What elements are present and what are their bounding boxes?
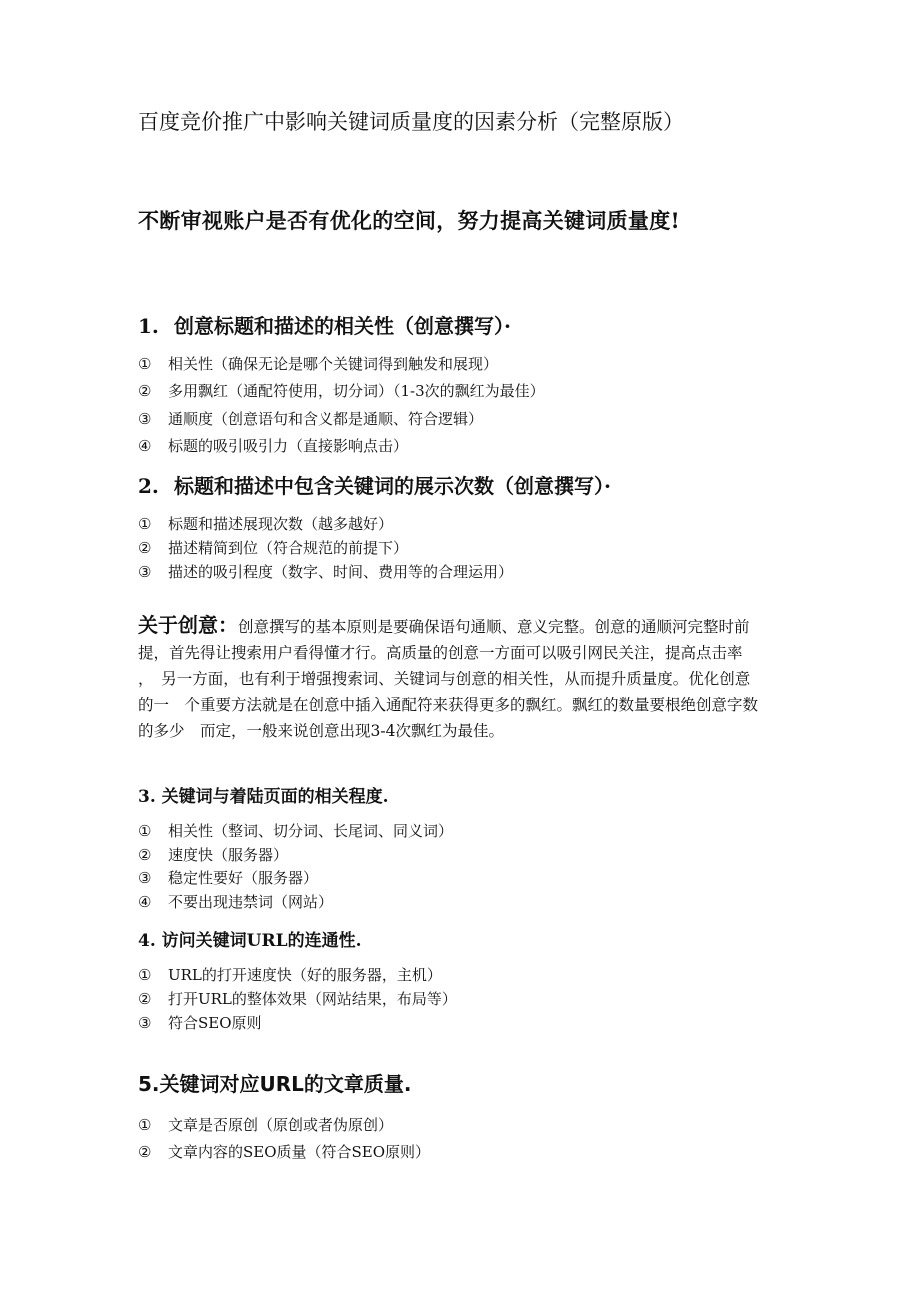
paragraph-line: ， 另一方面，也有利于增强搜索词、关键词与创意的相关性，从而提升质量度。优化创意 (138, 670, 751, 688)
list-item-text: 稳定性要好（服务器） (168, 869, 319, 887)
list-item-text: 相关性（确保无论是哪个关键词得到触发和展现） (168, 355, 499, 373)
list-item (138, 1141, 430, 1162)
list-item (138, 537, 408, 558)
paragraph-line (138, 612, 798, 640)
list-item (138, 844, 288, 865)
list-item-text: 速度快（服务器） (168, 846, 289, 864)
list-marker: ③ (138, 563, 152, 581)
list-marker: ③ (138, 410, 152, 428)
list-item (138, 1114, 393, 1135)
list-marker: ① (138, 966, 152, 984)
section-2-number: 2. (138, 474, 159, 498)
section-2-heading-text: 标题和描述中包含关键词的展示次数（创意撰写）· (174, 474, 611, 498)
paragraph-line: 的多少 而定，一般来说创意出现3-4次飘红为最佳。 (138, 722, 504, 740)
list-item (138, 561, 513, 582)
list-item-text: URL的打开速度快（好的服务器，主机） (168, 966, 442, 984)
list-item-text: 文章内容的SEO质量（符合SEO原则） (168, 1143, 431, 1161)
list-marker: ② (138, 846, 152, 864)
document-title: 百度竞价推广中影响关键词质量度的因素分析（完整原版） (138, 110, 684, 134)
list-item-text: 描述精简到位（符合规范的前提下） (168, 539, 409, 557)
section-4-heading: 4. 访问关键词URL的连通性. (138, 931, 362, 951)
list-marker: ② (138, 382, 152, 400)
list-item (138, 891, 333, 912)
about-creative-lead: 关于创意： (138, 613, 238, 637)
section-1-number: 1. (138, 314, 159, 338)
section-3-heading: 3. 关键词与着陆页面的相关程度. (138, 787, 389, 807)
section-2-heading (138, 470, 611, 499)
list-item (138, 820, 453, 841)
list-item-text: 不要出现违禁词（网站） (168, 893, 334, 911)
list-marker: ② (138, 1143, 152, 1161)
list-item-text: 描述的吸引程度（数字、时间、费用等的合理运用） (168, 563, 514, 581)
list-marker: ④ (138, 893, 152, 911)
list-item (138, 867, 318, 888)
list-item-text: 通顺度（创意语句和含义都是通顺、符合逻辑） (168, 410, 484, 428)
list-item-text: 标题的吸引吸引力（直接影响点击） (168, 437, 409, 455)
list-marker: ④ (138, 437, 152, 455)
section-5-heading: 5.关键词对应URL的文章质量. (138, 1072, 412, 1096)
list-marker: ③ (138, 869, 152, 887)
list-item-text: 相关性（整词、切分词、长尾词、同义词） (168, 822, 454, 840)
list-item (138, 353, 498, 374)
list-marker: ② (138, 990, 152, 1008)
list-marker: ① (138, 515, 152, 533)
list-item-text: 文章是否原创（原创或者伪原创） (168, 1116, 394, 1134)
list-item (138, 988, 457, 1009)
section-1-heading-text: 创意标题和描述的相关性（创意撰写）· (174, 314, 511, 338)
section-1-heading (138, 310, 511, 339)
list-marker: ① (138, 355, 152, 373)
list-item (138, 408, 483, 429)
list-marker: ① (138, 1116, 152, 1134)
list-item (138, 435, 408, 456)
list-item-text: 符合SEO原则 (168, 1014, 262, 1032)
list-marker: ③ (138, 1014, 152, 1032)
list-item (138, 964, 442, 985)
list-marker: ② (138, 539, 152, 557)
paragraph-line: 的一 个重要方法就是在创意中插入通配符来获得更多的飘红。飘红的数量要根绝创意字数 (138, 696, 759, 714)
list-item (138, 513, 393, 534)
paragraph-line: 提，首先得让搜索用户看得懂才行。高质量的创意一方面可以吸引网民关注，提高点击率 (138, 644, 743, 662)
paragraph-text: 创意撰写的基本原则是要确保语句通顺、意义完整。创意的通顺河完整时前 (238, 618, 750, 636)
list-item (138, 380, 545, 401)
list-marker: ① (138, 822, 152, 840)
list-item-text: 多用飘红（通配符使用，切分词）（1-3次的飘红为最佳） (168, 382, 545, 400)
about-creative-paragraph (138, 612, 798, 744)
document-subtitle: 不断审视账户是否有优化的空间，努力提高关键词质量度! (138, 208, 681, 233)
list-item-text: 打开URL的整体效果（网站结果，布局等） (168, 990, 457, 1008)
list-item-text: 标题和描述展现次数（越多越好） (168, 515, 394, 533)
list-item (138, 1012, 262, 1033)
